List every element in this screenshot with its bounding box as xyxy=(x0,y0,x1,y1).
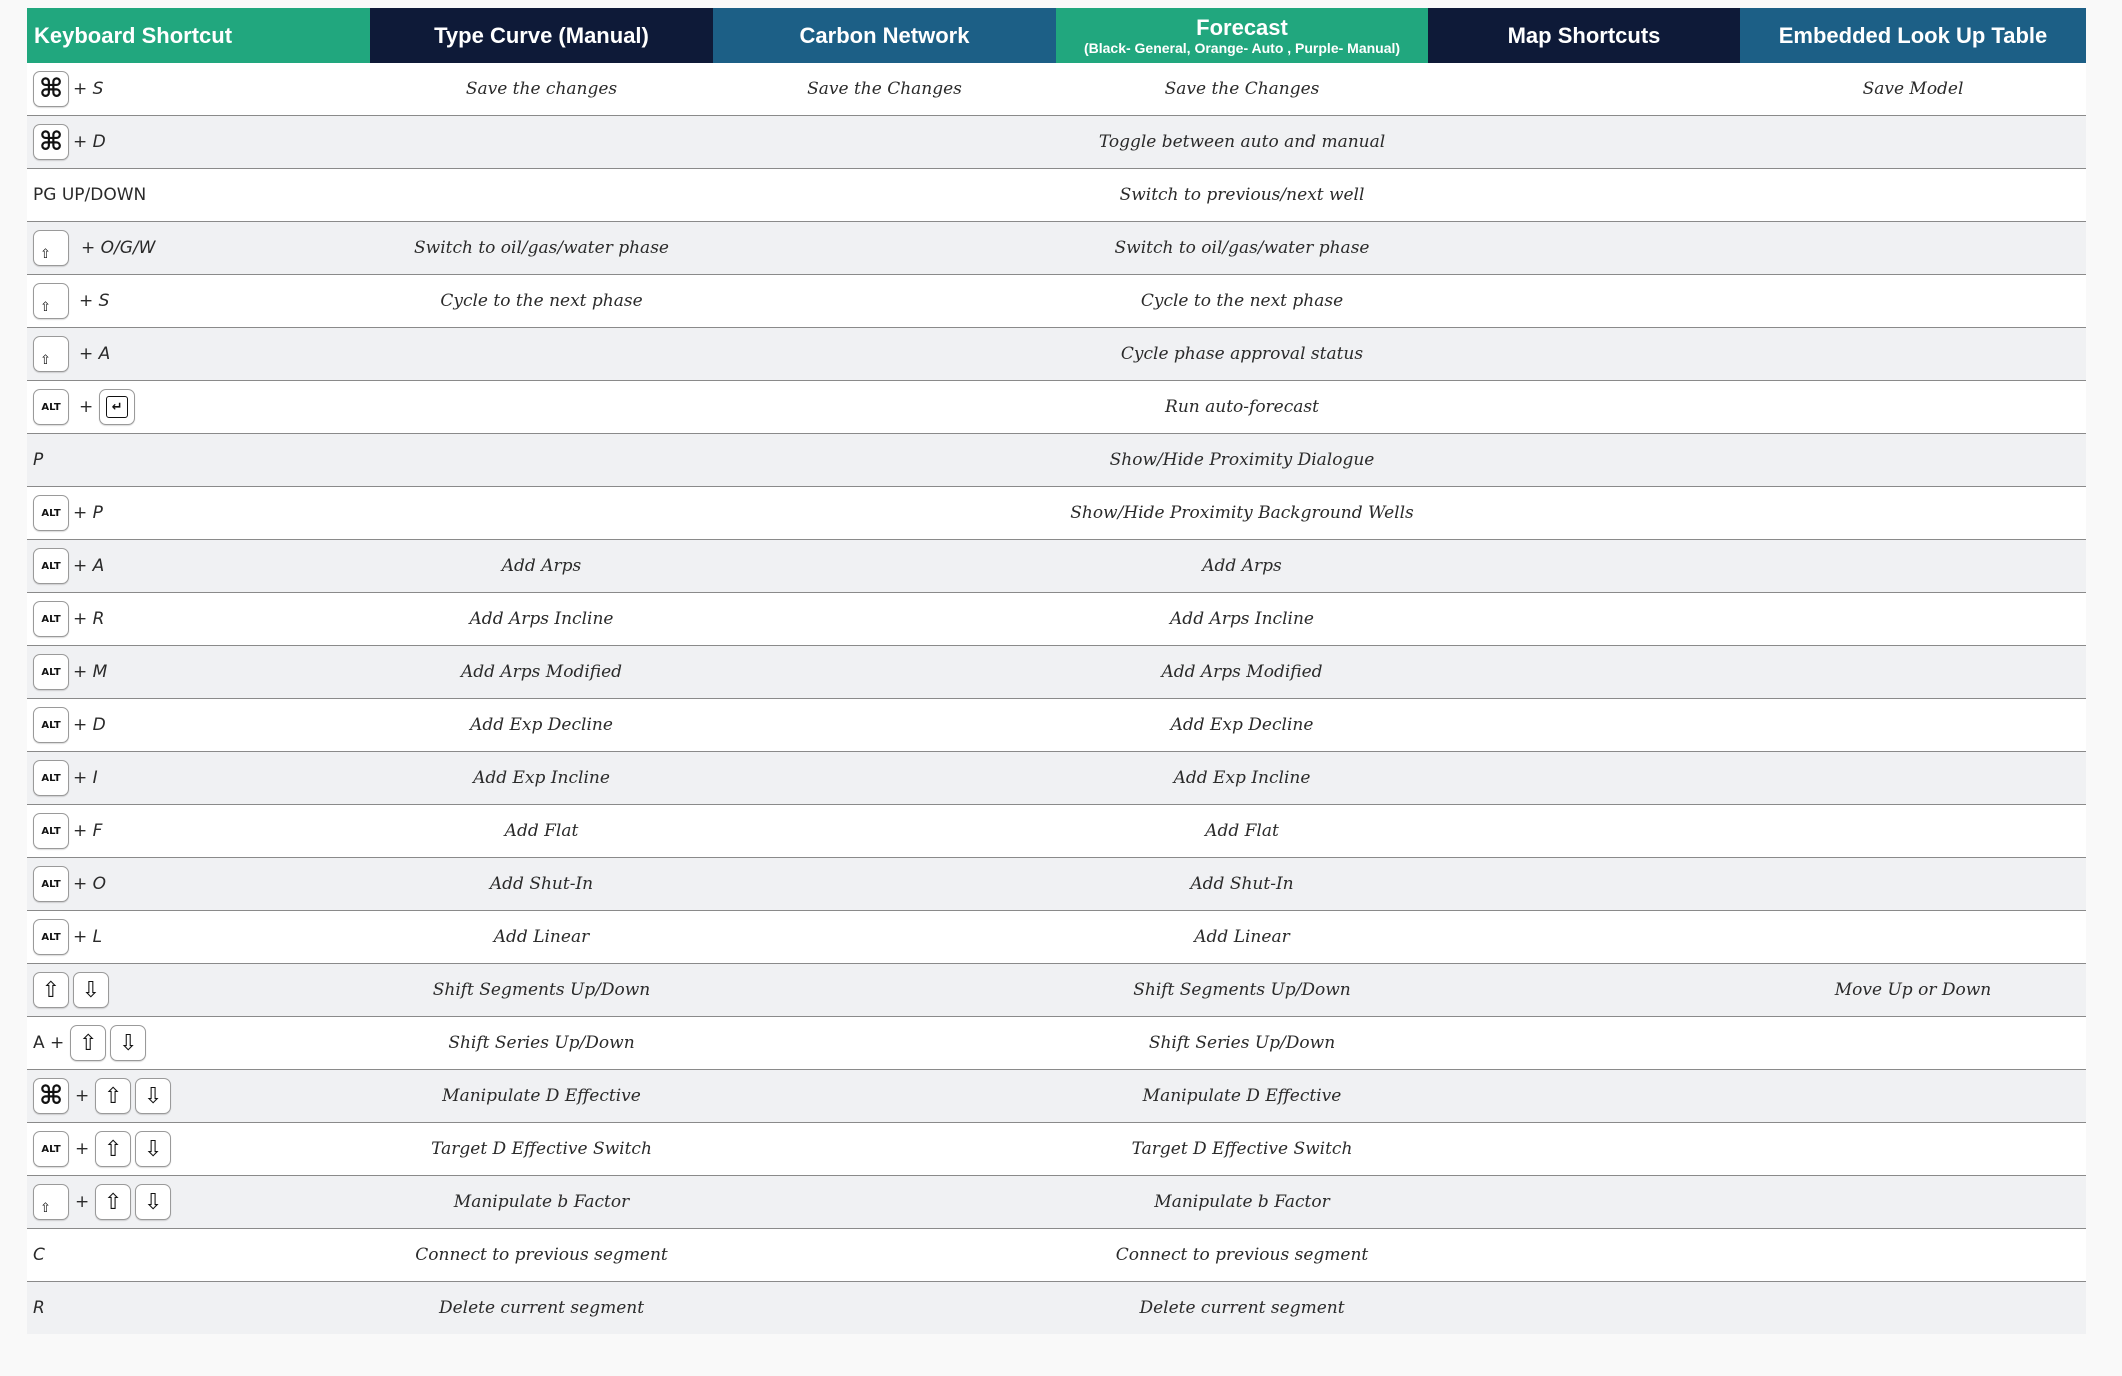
alt-key-icon: ALT xyxy=(33,601,69,637)
table-row xyxy=(27,911,2086,964)
shortcut-keys: + L xyxy=(73,927,103,947)
arrow-down-icon: ⇩ xyxy=(110,1025,146,1061)
shortcut-cell xyxy=(27,169,370,221)
forecast-action: Shift Segments Up/Down xyxy=(1133,980,1351,1000)
shortcut-cell xyxy=(27,805,370,857)
type-curve-action: Manipulate D Effective xyxy=(442,1086,641,1106)
forecast-action: Add Flat xyxy=(1205,821,1279,841)
lookup-action xyxy=(1740,911,2086,963)
arrow-down-icon: ⇩ xyxy=(73,972,109,1008)
shortcut-keys: + A xyxy=(73,556,105,576)
forecast-action: Show/Hide Proximity Background Wells xyxy=(1070,503,1414,523)
table-row xyxy=(27,169,2086,222)
table-row xyxy=(27,381,2086,434)
shortcut-keys: + O/G/W xyxy=(81,238,156,258)
map-action xyxy=(1428,593,1740,645)
header-keyboard-shortcut: Keyboard Shortcut xyxy=(27,8,370,63)
map-action xyxy=(1428,858,1740,910)
shortcut-cell xyxy=(27,1176,370,1228)
shortcut-cell xyxy=(27,434,370,486)
type-curve-action: Delete current segment xyxy=(438,1298,645,1318)
shortcut-cell xyxy=(27,752,370,804)
lookup-action: Save Model xyxy=(1862,79,1964,99)
lookup-action xyxy=(1740,752,2086,804)
table-row xyxy=(27,328,2086,381)
header-forecast: Forecast (Black- General, Orange- Auto , Purple- Manual) xyxy=(1056,8,1428,63)
map-action xyxy=(1428,1282,1740,1334)
header-map-shortcuts: Map Shortcuts xyxy=(1428,8,1740,63)
shortcut-keys: + D xyxy=(73,715,106,735)
map-action xyxy=(1428,1229,1740,1281)
lookup-action xyxy=(1740,540,2086,592)
table-row xyxy=(27,1176,2086,1229)
arrow-up-icon: ⇧ xyxy=(95,1184,131,1220)
alt-key-icon: ALT xyxy=(33,389,69,425)
carbon-action xyxy=(713,328,1056,380)
shortcut-keys: + O xyxy=(73,874,107,894)
shortcut-cell xyxy=(27,116,370,168)
lookup-action xyxy=(1740,434,2086,486)
map-action xyxy=(1428,964,1740,1016)
arrow-down-icon: ⇩ xyxy=(135,1184,171,1220)
alt-key-icon: ALT xyxy=(33,495,69,531)
forecast-action: Manipulate b Factor xyxy=(1154,1192,1330,1212)
carbon-action xyxy=(713,487,1056,539)
map-action xyxy=(1428,752,1740,804)
shortcut-keys: + F xyxy=(73,821,103,841)
shortcut-cell xyxy=(27,911,370,963)
alt-key-icon: ALT xyxy=(33,654,69,690)
map-action xyxy=(1428,116,1740,168)
table-row xyxy=(27,487,2086,540)
map-action xyxy=(1428,487,1740,539)
table-row xyxy=(27,540,2086,593)
shortcut-keys: + M xyxy=(73,662,108,682)
shortcut-keys: + I xyxy=(73,768,98,788)
table-row xyxy=(27,1017,2086,1070)
alt-key-icon: ALT xyxy=(33,707,69,743)
table-row xyxy=(27,1070,2086,1123)
map-action xyxy=(1428,911,1740,963)
table-row xyxy=(27,222,2086,275)
shortcut-cell xyxy=(27,699,370,751)
map-action xyxy=(1428,434,1740,486)
table-row xyxy=(27,593,2086,646)
shift-key-icon: ⇧ xyxy=(33,1184,69,1220)
type-curve-action: Add Arps Incline xyxy=(469,609,614,629)
map-action xyxy=(1428,646,1740,698)
shortcut-cell xyxy=(27,222,370,274)
carbon-action xyxy=(713,434,1056,486)
carbon-action xyxy=(713,1282,1056,1334)
shortcut-cell xyxy=(27,275,370,327)
table-row xyxy=(27,63,2086,116)
arrow-up-icon: ⇧ xyxy=(70,1025,106,1061)
type-curve-action xyxy=(370,381,713,433)
forecast-action: Add Arps Modified xyxy=(1161,662,1323,682)
lookup-action xyxy=(1740,222,2086,274)
carbon-action xyxy=(713,699,1056,751)
shortcut-cell xyxy=(27,63,370,115)
table-row xyxy=(27,752,2086,805)
shortcut-keys: + S xyxy=(73,79,104,99)
forecast-action: Manipulate D Effective xyxy=(1142,1086,1342,1106)
shortcut-cell xyxy=(27,1229,370,1281)
carbon-action xyxy=(713,1229,1056,1281)
lookup-action xyxy=(1740,1017,2086,1069)
carbon-action xyxy=(713,116,1056,168)
lookup-action xyxy=(1740,1282,2086,1334)
shortcut-keys: P xyxy=(33,450,44,470)
table-row xyxy=(27,434,2086,487)
lookup-action xyxy=(1740,593,2086,645)
shortcut-keys: + R xyxy=(73,609,105,629)
shortcut-cell xyxy=(27,381,370,433)
map-action xyxy=(1428,63,1740,115)
shortcut-cell xyxy=(27,646,370,698)
table-row xyxy=(27,1123,2086,1176)
shortcut-keys: + xyxy=(75,1192,90,1212)
shortcut-cell xyxy=(27,1017,370,1069)
forecast-action: Add Shut-In xyxy=(1190,874,1294,894)
map-action xyxy=(1428,540,1740,592)
lookup-action xyxy=(1740,116,2086,168)
shift-key-icon: ⇧ xyxy=(33,230,69,266)
shortcut-keys: + xyxy=(79,397,94,417)
carbon-action xyxy=(713,752,1056,804)
alt-key-icon: ALT xyxy=(33,760,69,796)
carbon-action xyxy=(713,593,1056,645)
header-lookup-table: Embedded Look Up Table xyxy=(1740,8,2086,63)
map-action xyxy=(1428,1123,1740,1175)
table-row xyxy=(27,1282,2086,1334)
shortcut-cell xyxy=(27,487,370,539)
shortcut-cell xyxy=(27,1123,370,1175)
table-row xyxy=(27,116,2086,169)
arrow-up-icon: ⇧ xyxy=(95,1078,131,1114)
shortcut-keys: R xyxy=(33,1298,45,1318)
map-action xyxy=(1428,1176,1740,1228)
carbon-action: Save the Changes xyxy=(807,79,962,99)
header-carbon-network: Carbon Network xyxy=(713,8,1056,63)
type-curve-action: Save the changes xyxy=(465,79,618,99)
carbon-action xyxy=(713,169,1056,221)
carbon-action xyxy=(713,540,1056,592)
map-action xyxy=(1428,328,1740,380)
lookup-action xyxy=(1740,1123,2086,1175)
header-forecast-legend: (Black- General, Orange- Auto , Purple- Manual) xyxy=(1083,39,1401,56)
type-curve-action: Connect to previous segment xyxy=(415,1245,668,1265)
forecast-action: Shift Series Up/Down xyxy=(1148,1033,1336,1053)
carbon-action xyxy=(713,222,1056,274)
carbon-action xyxy=(713,1176,1056,1228)
type-curve-action: Cycle to the next phase xyxy=(440,291,643,311)
forecast-action: Show/Hide Proximity Dialogue xyxy=(1109,450,1375,470)
command-key-icon: ⌘ xyxy=(33,71,69,107)
forecast-action: Toggle between auto and manual xyxy=(1098,132,1386,152)
lookup-action xyxy=(1740,328,2086,380)
shortcut-cell xyxy=(27,858,370,910)
alt-key-icon: ALT xyxy=(33,1131,69,1167)
type-curve-action: Manipulate b Factor xyxy=(453,1192,630,1212)
table-header xyxy=(27,8,2086,63)
forecast-action: Target D Effective Switch xyxy=(1131,1139,1353,1159)
forecast-action: Add Exp Decline xyxy=(1170,715,1314,735)
lookup-action: Move Up or Down xyxy=(1834,980,1992,1000)
type-curve-action xyxy=(370,487,713,539)
lookup-action xyxy=(1740,1176,2086,1228)
table-row xyxy=(27,805,2086,858)
shortcut-keys: + xyxy=(75,1086,90,1106)
command-key-icon: ⌘ xyxy=(33,124,69,160)
command-key-icon: ⌘ xyxy=(33,1078,69,1114)
lookup-action xyxy=(1740,169,2086,221)
type-curve-action: Add Arps xyxy=(501,556,582,576)
map-action xyxy=(1428,805,1740,857)
arrow-down-icon: ⇩ xyxy=(135,1131,171,1167)
carbon-action xyxy=(713,1123,1056,1175)
shortcut-keys: C xyxy=(33,1245,45,1265)
alt-key-icon: ALT xyxy=(33,866,69,902)
enter-key-icon: ↵ xyxy=(99,389,135,425)
carbon-action xyxy=(713,805,1056,857)
forecast-action: Save the Changes xyxy=(1164,79,1320,99)
map-action xyxy=(1428,222,1740,274)
lookup-action xyxy=(1740,275,2086,327)
map-action xyxy=(1428,275,1740,327)
forecast-action: Add Exp Incline xyxy=(1173,768,1311,788)
carbon-action xyxy=(713,1070,1056,1122)
shortcut-keys: A + xyxy=(33,1033,65,1053)
alt-key-icon: ALT xyxy=(33,919,69,955)
shortcut-cell xyxy=(27,540,370,592)
table-row xyxy=(27,646,2086,699)
lookup-action xyxy=(1740,1229,2086,1281)
type-curve-action: Add Shut-In xyxy=(489,874,594,894)
forecast-action: Connect to previous segment xyxy=(1115,1245,1369,1265)
type-curve-action: Add Exp Incline xyxy=(473,768,610,788)
forecast-action: Switch to oil/gas/water phase xyxy=(1114,238,1370,258)
type-curve-action: Shift Series Up/Down xyxy=(448,1033,635,1053)
type-curve-action xyxy=(370,169,713,221)
lookup-action xyxy=(1740,487,2086,539)
carbon-action xyxy=(713,858,1056,910)
forecast-action: Cycle phase approval status xyxy=(1120,344,1364,364)
forecast-action: Add Arps xyxy=(1202,556,1282,576)
type-curve-action: Target D Effective Switch xyxy=(431,1139,652,1159)
lookup-action xyxy=(1740,1070,2086,1122)
shift-key-icon: ⇧ xyxy=(33,336,69,372)
shortcut-keys: + D xyxy=(73,132,106,152)
lookup-action xyxy=(1740,805,2086,857)
alt-key-icon: ALT xyxy=(33,813,69,849)
lookup-action xyxy=(1740,381,2086,433)
shortcut-keys: + xyxy=(75,1139,90,1159)
type-curve-action xyxy=(370,116,713,168)
shortcut-keys: + A xyxy=(79,344,111,364)
carbon-action xyxy=(713,381,1056,433)
shortcut-cell xyxy=(27,1282,370,1334)
lookup-action xyxy=(1740,699,2086,751)
shortcut-cell xyxy=(27,593,370,645)
shortcut-keys: PG UP/DOWN xyxy=(33,185,147,205)
arrow-up-icon: ⇧ xyxy=(33,972,69,1008)
map-action xyxy=(1428,699,1740,751)
table-row xyxy=(27,275,2086,328)
type-curve-action xyxy=(370,328,713,380)
forecast-action: Delete current segment xyxy=(1139,1298,1345,1318)
table-row xyxy=(27,858,2086,911)
map-action xyxy=(1428,169,1740,221)
carbon-action xyxy=(713,964,1056,1016)
forecast-action: Switch to previous/next well xyxy=(1119,185,1365,205)
map-action xyxy=(1428,1070,1740,1122)
type-curve-action: Shift Segments Up/Down xyxy=(432,980,651,1000)
shortcuts-table xyxy=(27,8,2086,1334)
map-action xyxy=(1428,1017,1740,1069)
forecast-action: Cycle to the next phase xyxy=(1140,291,1344,311)
type-curve-action: Add Flat xyxy=(504,821,579,841)
alt-key-icon: ALT xyxy=(33,548,69,584)
type-curve-action: Add Linear xyxy=(493,927,590,947)
forecast-action: Run auto-forecast xyxy=(1165,397,1319,417)
shortcut-cell xyxy=(27,964,370,1016)
shortcut-cell xyxy=(27,328,370,380)
forecast-action: Add Linear xyxy=(1194,927,1290,947)
type-curve-action: Add Arps Modified xyxy=(460,662,623,682)
type-curve-action xyxy=(370,434,713,486)
arrow-down-icon: ⇩ xyxy=(135,1078,171,1114)
lookup-action xyxy=(1740,858,2086,910)
forecast-action: Add Arps Incline xyxy=(1170,609,1314,629)
lookup-action xyxy=(1740,646,2086,698)
carbon-action xyxy=(713,646,1056,698)
table-row xyxy=(27,1229,2086,1282)
carbon-action xyxy=(713,911,1056,963)
arrow-up-icon: ⇧ xyxy=(95,1131,131,1167)
header-type-curve: Type Curve (Manual) xyxy=(370,8,713,63)
carbon-action xyxy=(713,1017,1056,1069)
carbon-action xyxy=(713,275,1056,327)
table-row xyxy=(27,964,2086,1017)
table-row xyxy=(27,699,2086,752)
shift-key-icon: ⇧ xyxy=(33,283,69,319)
type-curve-action: Switch to oil/gas/water phase xyxy=(414,238,669,258)
map-action xyxy=(1428,381,1740,433)
type-curve-action: Add Exp Decline xyxy=(470,715,613,735)
shortcut-cell xyxy=(27,1070,370,1122)
shortcut-keys: + S xyxy=(79,291,110,311)
shortcut-keys: + P xyxy=(73,503,103,523)
